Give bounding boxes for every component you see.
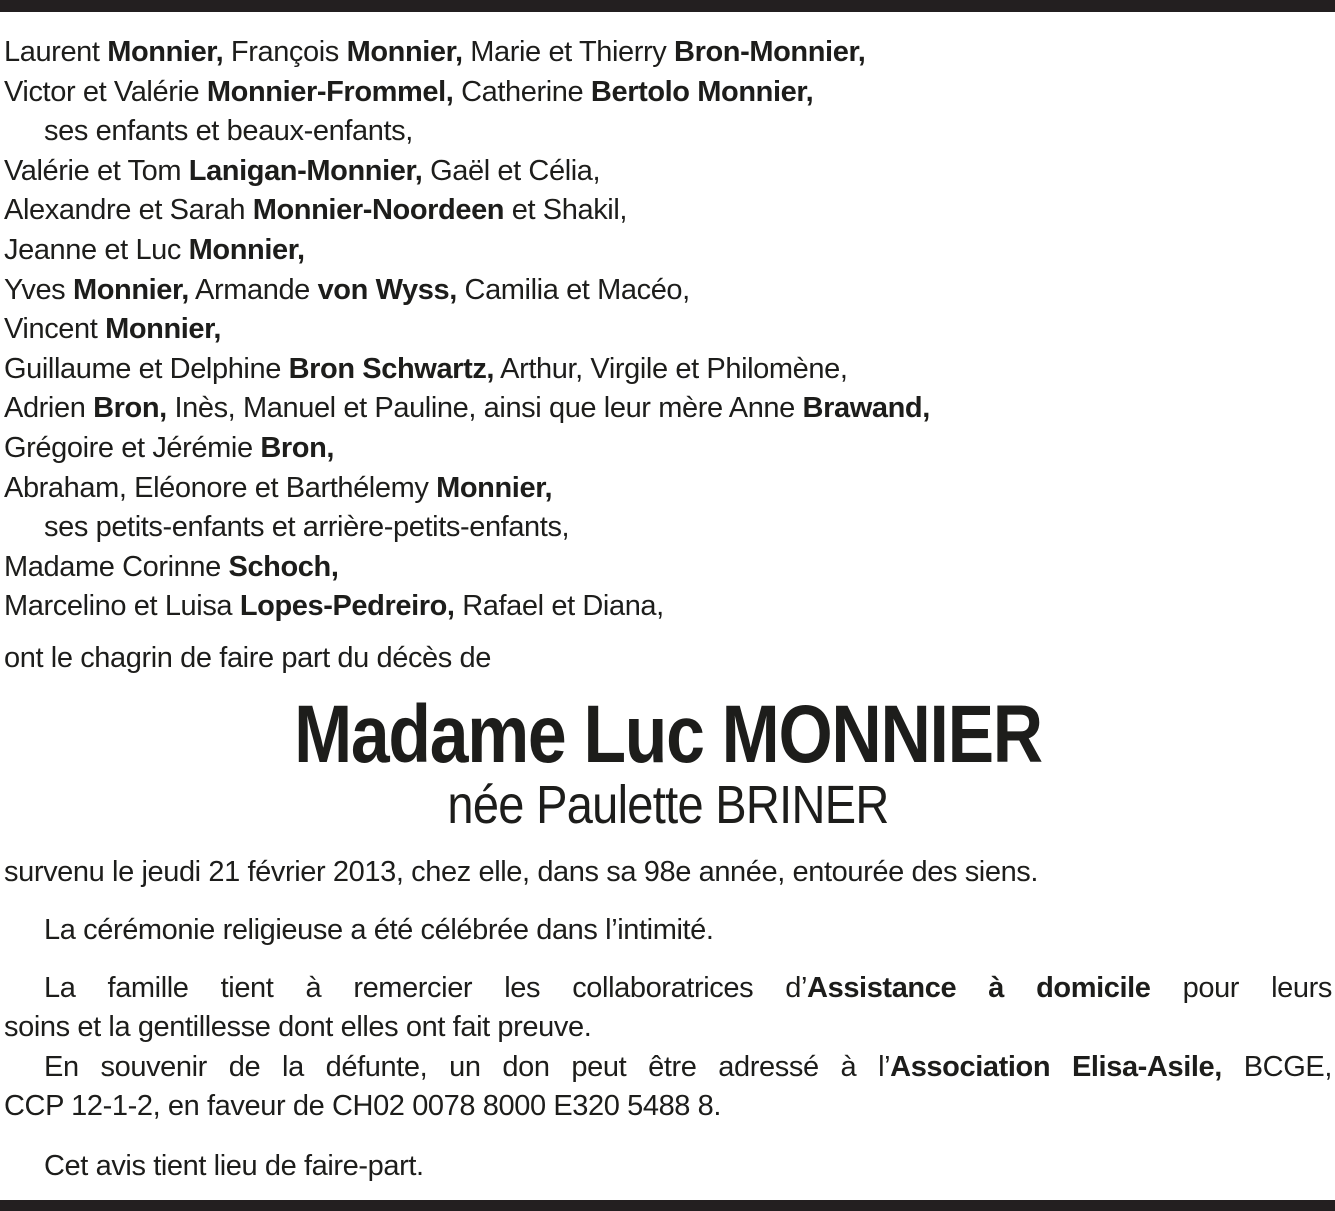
text-run: Rafael et Diana, <box>454 590 664 623</box>
text-run: ont le chagrin de faire part du décès de <box>4 641 491 674</box>
family-line <box>4 152 1332 192</box>
text-run: Inès, Manuel et Pauline, ainsi que leur mère Anne <box>166 392 803 425</box>
text-run: Arthur, Virgile et Philomène, <box>494 352 848 385</box>
text-run: Madame Corinne <box>4 550 229 583</box>
notice-body <box>4 853 1332 1187</box>
body-line <box>4 969 1332 1009</box>
family-line <box>4 271 1332 311</box>
surname-bold-text: Lanigan-Monnier, <box>188 154 423 187</box>
family-line <box>4 639 1332 679</box>
text-run: François <box>223 36 347 68</box>
text-run: BCGE, <box>1221 1050 1332 1083</box>
text-run: Marie et Thierry <box>462 36 675 68</box>
bottom-border-rule <box>0 1200 1335 1211</box>
surname-bold-text: Monnier-Frommel, <box>206 75 454 108</box>
surname-bold-text: Monnier-Noordeen <box>252 194 505 227</box>
text-run: Laurent <box>4 36 108 68</box>
text-run: Armande <box>188 273 318 306</box>
notice-content <box>4 0 1332 1187</box>
surname-bold-text: Monnier, <box>72 273 189 306</box>
body-line <box>4 1048 1332 1088</box>
family-line <box>4 231 1332 271</box>
surname-bold-text: Lopes-Pedreiro, <box>239 590 455 623</box>
text-run: Catherine <box>453 75 591 108</box>
surname-bold-text: Schoch, <box>228 550 339 583</box>
text-run: Yves <box>4 273 73 306</box>
surname-bold-text: Bron, <box>93 392 167 425</box>
text-run: Adrien <box>4 392 94 425</box>
text-run: Vincent <box>4 313 106 346</box>
family-list <box>4 33 1332 679</box>
text-run: ses enfants et beaux-enfants, <box>44 115 413 148</box>
surname-bold-text: von Wyss, <box>317 273 457 306</box>
text-run: CCP 12-1-2, en faveur de CH02 0078 8000 E320 5488 8. <box>4 1090 722 1123</box>
text-run: Victor et Valérie <box>4 75 207 108</box>
family-line <box>4 469 1332 509</box>
body-line <box>4 1008 1332 1048</box>
body-line <box>4 911 1332 951</box>
text-run: Camilia et Macéo, <box>456 273 690 306</box>
text-run: La famille tient à remercier les collaboratrices d’ <box>44 971 808 1004</box>
maiden-name: née Paulette BRINER <box>447 774 889 835</box>
surname-bold-text: Bron-Monnier, <box>674 36 866 68</box>
family-line <box>4 112 1332 152</box>
family-line <box>4 310 1332 350</box>
family-line <box>4 389 1332 429</box>
surname-bold-text: Assistance à domicile <box>807 971 1151 1004</box>
surname-bold-text: Monnier, <box>107 36 224 68</box>
surname-bold-text: Brawand, <box>802 392 930 425</box>
surname-bold-text: Monnier, <box>188 233 305 266</box>
text-run: La cérémonie religieuse a été célébrée dans l’intimité. <box>44 914 714 947</box>
family-line <box>4 429 1332 469</box>
body-line <box>4 1147 1332 1187</box>
surname-bold-text: Monnier, <box>436 471 553 504</box>
family-line <box>4 587 1332 627</box>
text-run: Alexandre et Sarah <box>4 194 253 227</box>
text-run: et Shakil, <box>504 194 628 227</box>
text-run: Valérie et Tom <box>4 154 189 187</box>
family-line <box>4 73 1332 113</box>
text-run: En souvenir de la défunte, un don peut être adressé à l’ <box>44 1050 891 1083</box>
surname-bold-text: Association Elisa-Asile, <box>890 1050 1222 1083</box>
surname-bold-text: Bron, <box>260 431 335 464</box>
surname-bold-text: Monnier, <box>105 313 222 346</box>
text-run: Abraham, Eléonore et Barthélemy <box>4 471 437 504</box>
surname-bold-text: Monnier, <box>346 36 463 68</box>
text-run: Cet avis tient lieu de faire-part. <box>44 1150 424 1183</box>
text-run: ses petits-enfants et arrière-petits-enfants, <box>44 511 570 544</box>
family-line <box>4 548 1332 588</box>
family-line <box>4 33 1332 73</box>
text-run: Jeanne et Luc <box>4 233 189 266</box>
deceased-name: Madame Luc MONNIER <box>294 688 1042 780</box>
surname-bold-text: Bron Schwartz, <box>288 352 495 385</box>
text-run: Grégoire et Jérémie <box>4 431 261 464</box>
family-line <box>4 350 1332 390</box>
text-run: pour leurs <box>1150 971 1332 1004</box>
body-line <box>4 853 1332 893</box>
family-line <box>4 191 1332 231</box>
text-run: Guillaume et Delphine <box>4 352 289 385</box>
text-run: soins et la gentillesse dont elles ont fait preuve. <box>4 1011 592 1044</box>
text-run: Marcelino et Luisa <box>4 590 240 623</box>
text-run: Gaël et Célia, <box>422 154 601 187</box>
family-line <box>4 508 1332 548</box>
body-line <box>4 1087 1332 1127</box>
text-run: survenu le jeudi 21 février 2013, chez elle, dans sa 98e année, entourée des siens. <box>4 855 1039 888</box>
surname-bold-text: Bertolo Monnier, <box>590 75 814 108</box>
